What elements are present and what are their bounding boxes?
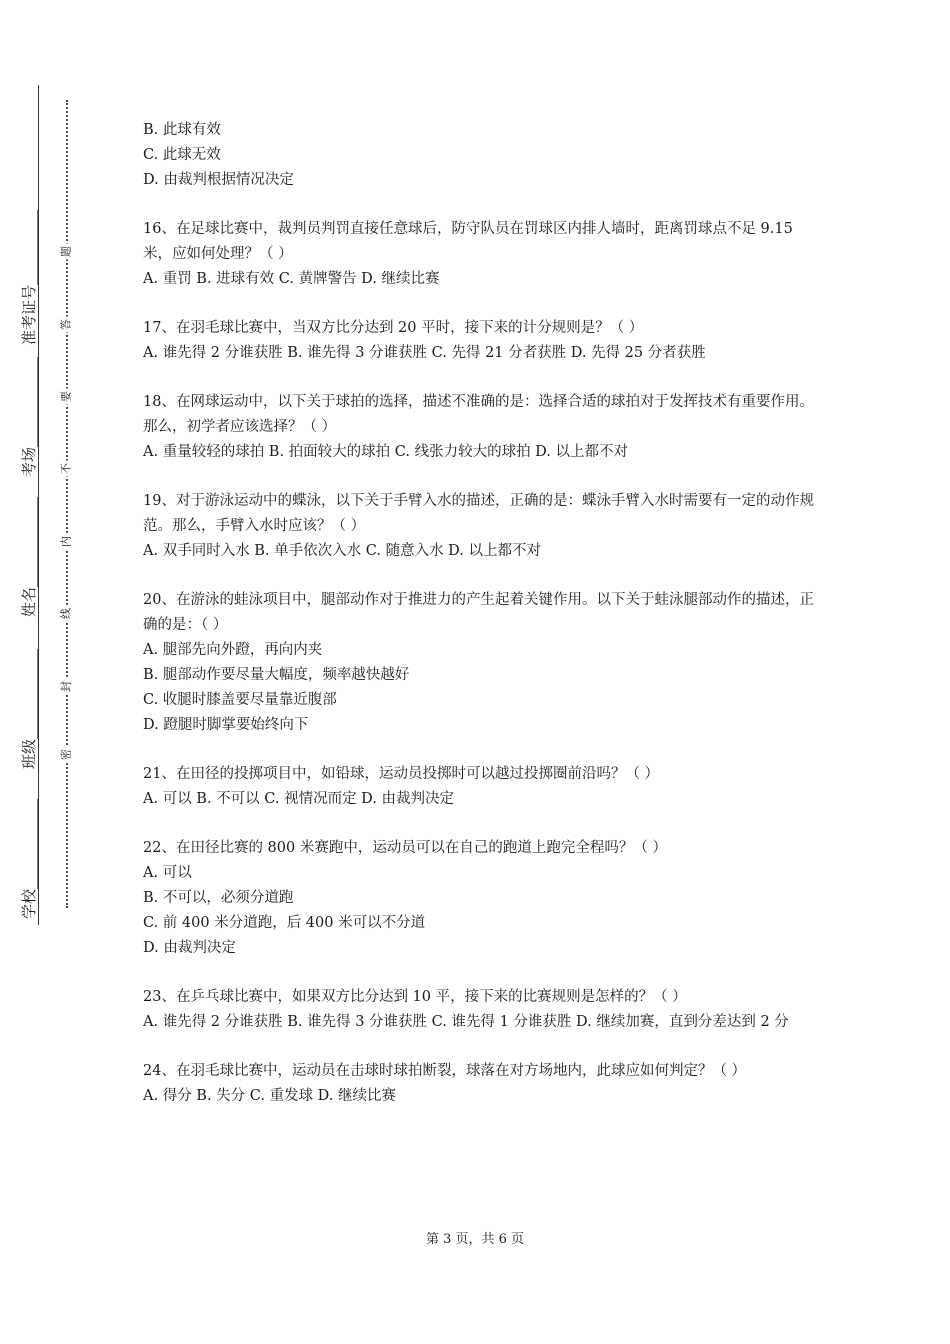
question-content (143, 118, 815, 1133)
seal-dotted-line (66, 100, 68, 908)
binding-margin (0, 0, 110, 1344)
question-stem: 22、在田径比赛的 800 米赛跑中，运动员可以在自己的跑道上跑完全程吗？（ ） (143, 840, 667, 856)
question-18 (143, 390, 815, 465)
question-19 (143, 489, 815, 564)
option-line: A. 腿部先向外蹬，再向内夹 (143, 642, 323, 658)
option-line: D. 蹬腿时脚掌要始终向下 (143, 717, 309, 733)
option-line: B. 不可以，必须分道跑 (143, 890, 294, 906)
binding-solid-line (38, 85, 39, 925)
option-line: A. 谁先得 2 分谁获胜 B. 谁先得 3 分谁获胜 C. 谁先得 1 分谁获胜 D. 继续加赛，直到分差达到 2 分 (143, 1014, 789, 1030)
question-stem: 23、在乒乓球比赛中，如果双方比分达到 10 平，接下来的比赛规则是怎样的？（ ） (143, 989, 687, 1005)
option-line: A. 重罚 B. 进球有效 C. 黄牌警告 D. 继续比赛 (143, 271, 440, 287)
question-stem: 18、在网球运动中，以下关于球拍的选择，描述不准确的是：选择合适的球拍对于发挥技术有重要作用。那么，初学者应该选择？（ ） (143, 394, 814, 435)
question-23 (143, 985, 815, 1035)
question-20 (143, 588, 815, 738)
option-line: C. 前 400 米分道跑，后 400 米可以不分道 (143, 915, 426, 931)
option-line: B. 腿部动作要尽量大幅度，频率越快越好 (143, 667, 410, 683)
question-21 (143, 762, 815, 812)
seal-char: 封 (60, 679, 73, 695)
question-stem: 24、在羽毛球比赛中，运动员在击球时球拍断裂，球落在对方场地内，此球应如何判定？（ ） (143, 1063, 747, 1079)
page-footer: 第 3 页，共 6 页 (425, 1232, 525, 1247)
option-line: A. 双手同时入水 B. 单手依次入水 C. 随意入水 D. 以上都不对 (143, 543, 542, 559)
question-stem: 16、在足球比赛中，裁判员判罚直接任意球后，防守队员在罚球区内排人墙时，距离罚球点不足 9.15 米，应如何处理？（ ） (143, 221, 793, 262)
question-22 (143, 836, 815, 961)
option-line: A. 得分 B. 失分 C. 重发球 D. 继续比赛 (143, 1088, 397, 1104)
option-line: C. 收腿时膝盖要尽量靠近腹部 (143, 692, 337, 708)
field-school: 学校____________ (22, 796, 37, 922)
question-stem: 19、对于游泳运动中的蝶泳，以下关于手臂入水的描述，正确的是：蝶泳手臂入水时需要有一定的动作规范。那么，手臂入水时应该？（ ） (143, 493, 814, 534)
field-exam-room: 考场____________ (22, 354, 37, 480)
option-line: B. 此球有效 (143, 122, 221, 138)
field-class: 班级____________ (22, 646, 37, 772)
option-line: D. 由裁判根据情况决定 (143, 172, 294, 188)
option-line: A. 重量较轻的球拍 B. 拍面较大的球拍 C. 线张力较大的球拍 D. 以上都不对 (143, 444, 629, 460)
seal-char: 密 (60, 747, 73, 763)
field-exam-id: 准考证号__________ (22, 207, 37, 348)
question-17 (143, 316, 815, 366)
seal-char: 不 (60, 461, 73, 477)
continued-options (143, 118, 815, 193)
seal-char: 内 (60, 534, 73, 550)
option-line: A. 谁先得 2 分谁获胜 B. 谁先得 3 分谁获胜 C. 先得 21 分者获胜 D. 先得 25 分者获胜 (143, 345, 706, 361)
question-16 (143, 217, 815, 292)
seal-char: 要 (60, 389, 73, 405)
question-stem: 20、在游泳的蛙泳项目中，腿部动作对于推进力的产生起着关键作用。以下关于蛙泳腿部动作的描述，正确的是：（ ） (143, 592, 814, 633)
seal-char: 答 (60, 317, 73, 333)
question-stem: 17、在羽毛球比赛中，当双方比分达到 20 平时，接下来的计分规则是？（ ） (143, 320, 644, 336)
seal-char: 线 (60, 606, 73, 622)
option-line: A. 可以 (143, 865, 192, 881)
option-line: A. 可以 B. 不可以 C. 视情况而定 D. 由裁判决定 (143, 791, 455, 807)
seal-char: 题 (60, 244, 73, 260)
option-line: C. 此球无效 (143, 147, 221, 163)
question-stem: 21、在田径的投掷项目中，如铅球，运动员投掷时可以越过投掷圈前沿吗？（ ） (143, 766, 660, 782)
question-24 (143, 1059, 815, 1109)
field-name: 姓名____________ (22, 494, 37, 620)
option-line: D. 由裁判决定 (143, 940, 236, 956)
